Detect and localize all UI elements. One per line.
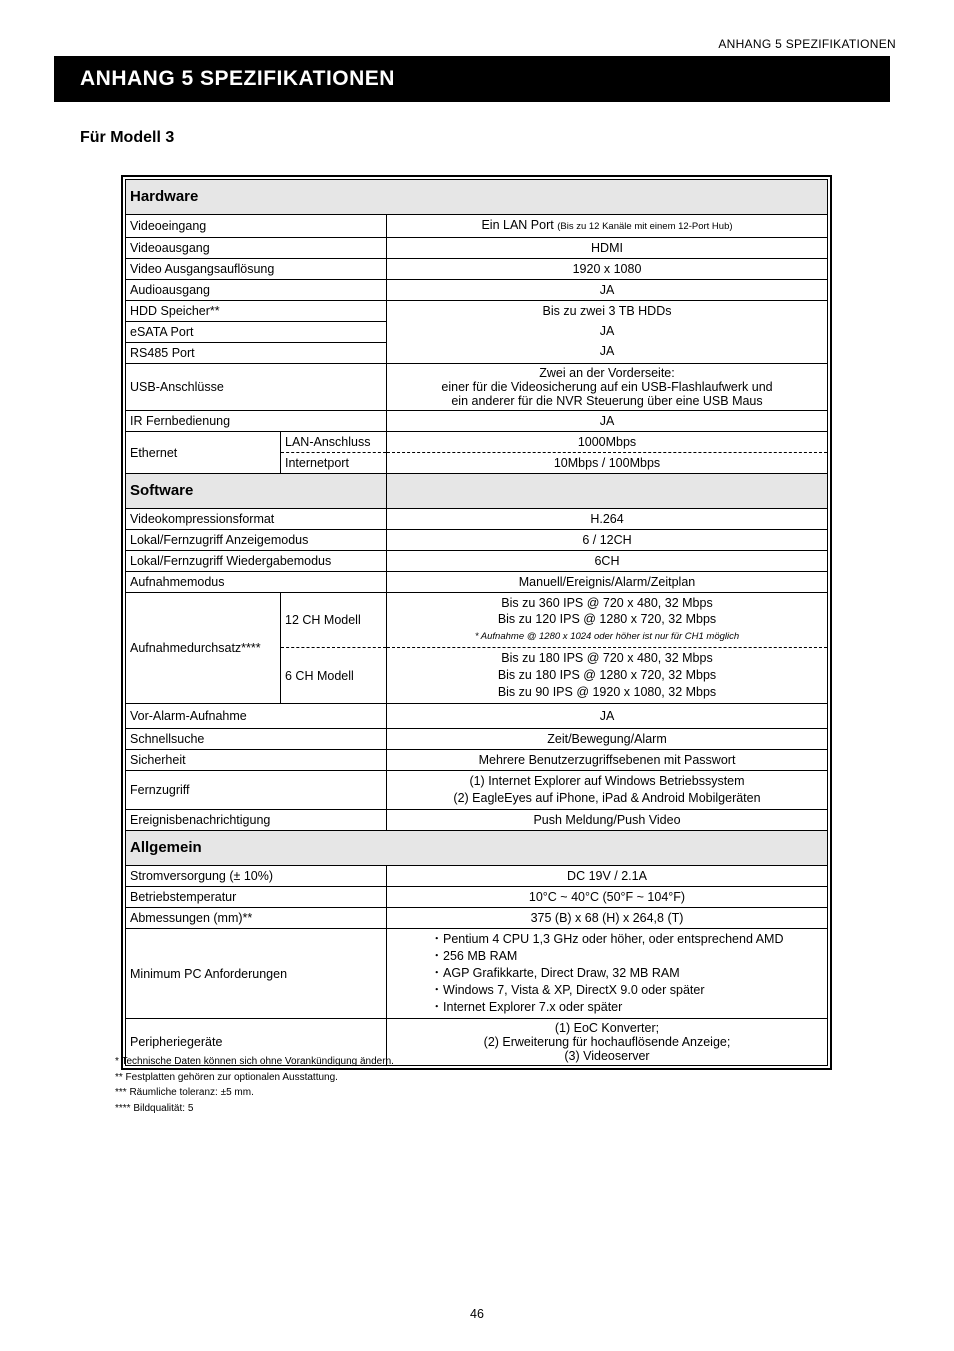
- spec-value: Zeit/Bewegung/Alarm: [387, 729, 828, 750]
- spec-label: RS485 Port: [126, 343, 387, 364]
- spec-value: 10°C ~ 40°C (50°F ~ 104°F): [387, 887, 828, 908]
- spec-value: [387, 771, 828, 810]
- spec-sublabel: Internetport: [281, 453, 387, 474]
- spec-label: Fernzugriff: [126, 771, 387, 810]
- list-item: ・AGP Grafikkarte, Direct Draw, 32 MB RAM: [430, 966, 680, 980]
- table-row: [126, 908, 828, 929]
- spec-value: [387, 364, 828, 411]
- table-row: [126, 411, 828, 432]
- spec-label: Videoeingang: [126, 215, 387, 238]
- page-number: 46: [470, 1307, 484, 1321]
- spec-value: JA: [599, 324, 615, 338]
- table-row: [126, 259, 828, 280]
- bullet-list: [431, 931, 784, 1016]
- table-row: [126, 810, 828, 831]
- footnote: *** Räumliche toleranz: ±5 mm.: [115, 1087, 254, 1098]
- spec-sublabel: 6 CH Modell: [281, 648, 387, 704]
- footnote: **** Bildqualität: 5: [115, 1102, 194, 1114]
- spec-value-line: einer für die Videosicherung auf ein USB-Flashlaufwerk und: [441, 380, 773, 394]
- spec-label: Lokal/Fernzugriff Anzeigemodus: [126, 530, 387, 551]
- table-row: [126, 593, 828, 648]
- spec-label: Ereignisbenachrichtigung: [126, 810, 387, 831]
- spec-value: H.264: [387, 509, 828, 530]
- spec-value: [387, 929, 828, 1019]
- spec-label: Aufnahmedurchsatz****: [126, 593, 281, 704]
- spec-value: JA: [599, 344, 615, 358]
- spec-label: Audioausgang: [126, 280, 387, 301]
- table-row: [126, 929, 828, 1019]
- spec-value: 10Mbps / 100Mbps: [387, 453, 828, 474]
- spec-value: Push Meldung/Push Video: [387, 810, 828, 831]
- table-row: [126, 301, 828, 322]
- section-row-software: [126, 474, 828, 509]
- table-row: [126, 866, 828, 887]
- spec-value-line: Bis zu 120 IPS @ 1280 x 720, 32 Mbps: [497, 612, 717, 626]
- spec-value-line: Bis zu 360 IPS @ 720 x 480, 32 Mbps: [501, 596, 713, 610]
- spec-value: 6CH: [387, 551, 828, 572]
- table-row: [126, 509, 828, 530]
- table-row: [126, 432, 828, 453]
- spec-value-line: Bis zu 90 IPS @ 1920 x 1080, 32 Mbps: [497, 685, 717, 699]
- spec-value-text: Ein LAN Port: [481, 218, 554, 232]
- spec-value: 375 (B) x 68 (H) x 264,8 (T): [387, 908, 828, 929]
- spec-value: 1000Mbps: [387, 432, 828, 453]
- section-heading-software: Software: [126, 474, 387, 509]
- spec-value: DC 19V / 2.1A: [387, 866, 828, 887]
- list-item: ・Pentium 4 CPU 1,3 GHz oder höher, oder entsprechend AMD: [430, 932, 784, 946]
- spec-label: Video Ausgangsauflösung: [126, 259, 387, 280]
- list-item: ・Windows 7, Vista & XP, DirectX 9.0 oder später: [430, 983, 705, 997]
- spec-label: Vor-Alarm-Aufnahme: [126, 704, 387, 729]
- spec-label: Peripheriegeräte: [126, 1019, 387, 1066]
- spec-value-line: (2) EagleEyes auf iPhone, iPad & Android Mobilgeräten: [453, 791, 761, 805]
- spec-label: Betriebstemperatur: [126, 887, 387, 908]
- table-row: [126, 572, 828, 593]
- spec-value: JA: [387, 411, 828, 432]
- spec-value-line: Zwei an der Vorderseite:: [539, 366, 675, 380]
- table-row: [126, 530, 828, 551]
- spec-value-group: [387, 301, 828, 364]
- spec-value: 1920 x 1080: [387, 259, 828, 280]
- spec-label: Abmessungen (mm)**: [126, 908, 387, 929]
- table-row: [126, 364, 828, 411]
- table-row: [126, 729, 828, 750]
- spec-label: Ethernet: [126, 432, 281, 474]
- section-heading-hardware: Hardware: [126, 180, 828, 215]
- footnote: ** Festplatten gehören zur optionalen Ausstattung.: [115, 1071, 338, 1083]
- spec-value: HDMI: [387, 238, 828, 259]
- spec-value: JA: [387, 704, 828, 729]
- spec-label: Stromversorgung (± 10%): [126, 866, 387, 887]
- spec-value-line: Bis zu 180 IPS @ 720 x 480, 32 Mbps: [501, 651, 713, 665]
- running-header: ANHANG 5 SPEZIFIKATIONEN: [718, 37, 896, 51]
- spec-label: Videokompressionsformat: [126, 509, 387, 530]
- spec-label: IR Fernbedienung: [126, 411, 387, 432]
- spec-label: Videoausgang: [126, 238, 387, 259]
- spec-value-line: Bis zu 180 IPS @ 1280 x 720, 32 Mbps: [497, 668, 717, 682]
- spec-value: Bis zu zwei 3 TB HDDs: [542, 304, 672, 318]
- spec-value: Mehrere Benutzerzugriffsebenen mit Passwort: [387, 750, 828, 771]
- list-item: ・256 MB RAM: [430, 949, 518, 963]
- spec-label: Minimum PC Anforderungen: [126, 929, 387, 1019]
- table-row: [126, 771, 828, 810]
- spec-value-line: (1) EoC Konverter;: [554, 1021, 660, 1035]
- table-row: [126, 238, 828, 259]
- table-row: [126, 704, 828, 729]
- spec-value: Manuell/Ereignis/Alarm/Zeitplan: [387, 572, 828, 593]
- spec-label: USB-Anschlüsse: [126, 364, 387, 411]
- spec-value: [387, 648, 828, 704]
- spec-value: [387, 593, 828, 648]
- section-heading-blank: [387, 474, 828, 509]
- spec-sublabel: LAN-Anschluss: [281, 432, 387, 453]
- spec-value-line: (2) Erweiterung für hochauflösende Anzeige;: [483, 1035, 731, 1049]
- page-title: ANHANG 5 SPEZIFIKATIONEN: [54, 56, 890, 102]
- section-row-allgemein: [126, 831, 828, 866]
- table-row: [126, 551, 828, 572]
- spec-value-line: ein anderer für die NVR Steuerung über eine USB Maus: [451, 394, 763, 408]
- spec-value: [387, 1019, 828, 1066]
- spec-label: Lokal/Fernzugriff Wiedergabemodus: [126, 551, 387, 572]
- spec-value: 6 / 12CH: [387, 530, 828, 551]
- table-row: [126, 887, 828, 908]
- spec-value-line: (1) Internet Explorer auf Windows Betriebssystem: [469, 774, 745, 788]
- spec-value-note: * Aufnahme @ 1280 x 1024 oder höher ist nur für CH1 möglich: [474, 631, 740, 642]
- spec-sublabel: 12 CH Modell: [281, 593, 387, 648]
- spec-label: Schnellsuche: [126, 729, 387, 750]
- spec-label: HDD Speicher**: [126, 301, 387, 322]
- table-row: [126, 750, 828, 771]
- footnotes: [115, 1054, 394, 1116]
- spec-value-line: (3) Videoserver: [564, 1049, 650, 1063]
- table-row: [126, 280, 828, 301]
- section-subtitle: Für Modell 3: [80, 129, 175, 146]
- table-row: [126, 215, 828, 238]
- spec-value: [387, 215, 828, 238]
- section-heading-allgemein: Allgemein: [126, 831, 828, 866]
- list-item: ・Internet Explorer 7.x oder später: [430, 1000, 623, 1014]
- spec-value-note: (Bis zu 12 Kanäle mit einem 12-Port Hub): [557, 221, 733, 232]
- spec-value: JA: [387, 280, 828, 301]
- spec-table: [125, 179, 828, 1066]
- section-row-hardware: [126, 180, 828, 215]
- spec-label: Sicherheit: [126, 750, 387, 771]
- footnote: * Technische Daten können sich ohne Vorankündigung ändern.: [115, 1056, 394, 1067]
- spec-label: eSATA Port: [126, 322, 387, 343]
- spec-label: Aufnahmemodus: [126, 572, 387, 593]
- spec-table-frame: [121, 175, 832, 1070]
